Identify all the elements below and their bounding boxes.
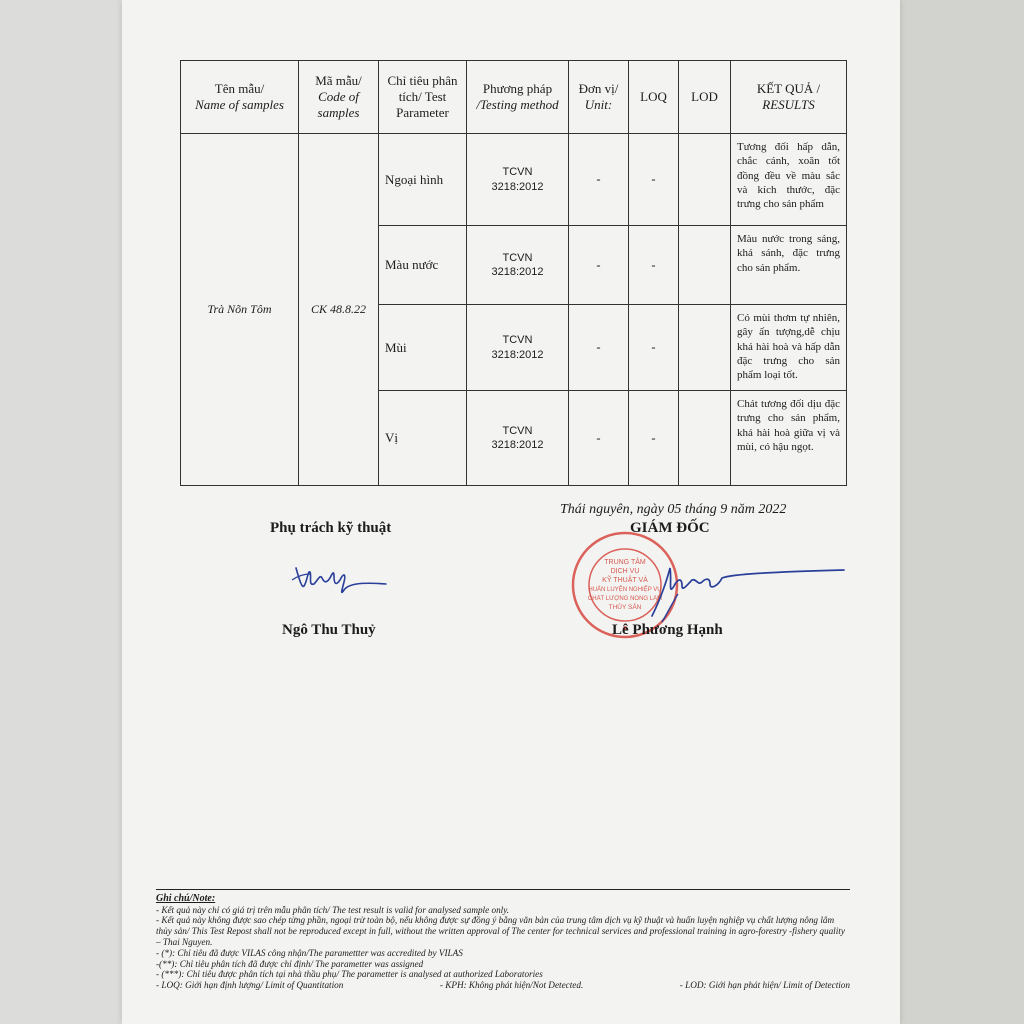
result-cell: Tương đối hấp dẫn, chắc cánh, xoăn tốt đồng đều về màu sắc và kích thước, đặc trưng cho sản phẩm [731,134,847,226]
note-line: - Kết quả này chỉ có giá trị trên mẫu phân tích/ The test result is valid for analysed sample only. [156,904,510,915]
svg-text:CHẤT LƯỢNG NÔNG LÂM: CHẤT LƯỢNG NÔNG LÂM [587,596,663,602]
header-unit: Đơn vị/ Unit: [569,61,629,134]
header-results: KẾT QUẢ / RESULTS [731,61,847,134]
lod-cell [679,226,731,305]
note-lod: - LOD: Giới hạn phát hiện/ Limit of Detection [679,980,850,991]
unit-cell: - [569,391,629,486]
header-sample-name: Tên mẫu/ Name of samples [181,61,299,134]
header-lod: LOD [679,61,731,134]
loq-cell: - [629,226,679,305]
technical-lead-signature [290,560,400,600]
sample-name-cell: Trà Nõn Tôm [181,134,299,486]
note-line: -(**): Chỉ tiêu phân tích đã được chỉ định/ The parametter was assigned [156,958,424,969]
director-title: GIÁM ĐỐC [630,520,710,536]
header-parameter: Chỉ tiêu phân tích/ Test Parameter [379,61,467,134]
unit-cell: - [569,305,629,391]
unit-cell: - [569,134,629,226]
note-kph: - KPH: Không phát hiện/Not Detected. [439,980,584,991]
background-right [900,0,1024,1024]
svg-text:KỸ THUẬT VÀ: KỸ THUẬT VÀ [602,577,648,584]
note-line: - Kết quả này không được sao chép từng phần, ngoại trừ toàn bộ, nếu không được sự đồng ý bằng văn bản của trung tâm dịch vụ kỹ thuật và huấn luyện nghiệp vụ chất lượng nông lâm thủy sản/ This Test Repost shall not be reproduced except in full, without the written approval of The center for technical services and professional training in agro-forestry -fishery quality – Thai Nguyen. [156,915,845,947]
lod-cell [679,391,731,486]
table-row [181,134,847,226]
date-line: Thái nguyên, ngày 05 tháng 9 năm 2022 [560,502,787,517]
loq-cell: - [629,391,679,486]
header-loq: LOQ [629,61,679,134]
note-line: - (***): Chỉ tiêu được phân tích tại nhà thầu phụ/ The parametter is analysed at authorized Laboratories [156,969,543,980]
lod-cell [679,305,731,391]
background-left [0,0,122,1024]
loq-cell: - [629,134,679,226]
notes-heading: Ghi chú/Note: [156,893,216,904]
document-page [122,0,900,1024]
parameter-cell: Vị [379,391,467,486]
method-cell: TCVN 3218:2012 [467,391,569,486]
header-method: Phương pháp /Testing method [467,61,569,134]
loq-cell: - [629,305,679,391]
parameter-cell: Màu nước [379,226,467,305]
lod-cell [679,134,731,226]
unit-cell: - [569,226,629,305]
result-cell: Có mùi thơm tự nhiên, gây ấn tượng,dễ chịu khá hài hoà và hấp dẫn đặc trưng cho sản phẩm loại tốt. [731,305,847,391]
method-cell: TCVN 3218:2012 [467,134,569,226]
results-table [180,60,847,486]
svg-text:THỦY SẢN: THỦY SẢN [608,604,642,611]
svg-text:TRUNG TÂM: TRUNG TÂM [604,559,646,566]
note-line: - (*): Chỉ tiêu đã được VILAS công nhận/The paramettter was accredited by VILAS [156,947,463,958]
director-name: Lê Phương Hạnh [612,622,723,638]
technical-lead-title: Phụ trách kỹ thuật [270,520,392,536]
result-cell: Chát tương đối dịu đặc trưng cho sản phẩm, khá hài hoà giữa vị và mùi, có hậu ngọt. [731,391,847,486]
parameter-cell: Mùi [379,305,467,391]
director-signature [622,556,852,626]
table-header-row [181,61,847,134]
result-cell: Màu nước trong sáng, khá sánh, đặc trưng cho sản phẩm. [731,226,847,305]
method-cell: TCVN 3218:2012 [467,305,569,391]
svg-text:HUẤN LUYỆN NGHIỆP VỤ: HUẤN LUYỆN NGHIỆP VỤ [588,587,662,593]
parameter-cell: Ngoại hình [379,134,467,226]
technical-lead-name: Ngô Thu Thuỷ [282,622,376,638]
note-loq: - LOQ: Giới hạn định lượng/ Limit of Quantitation [156,980,344,991]
method-cell: TCVN 3218:2012 [467,226,569,305]
notes-divider [156,889,850,890]
sample-code-cell: CK 48.8.22 [299,134,379,486]
svg-text:DỊCH VỤ: DỊCH VỤ [610,568,640,575]
notes-section [156,893,850,991]
note-definitions [156,980,850,991]
header-sample-code: Mã mẫu/ Code of samples [299,61,379,134]
